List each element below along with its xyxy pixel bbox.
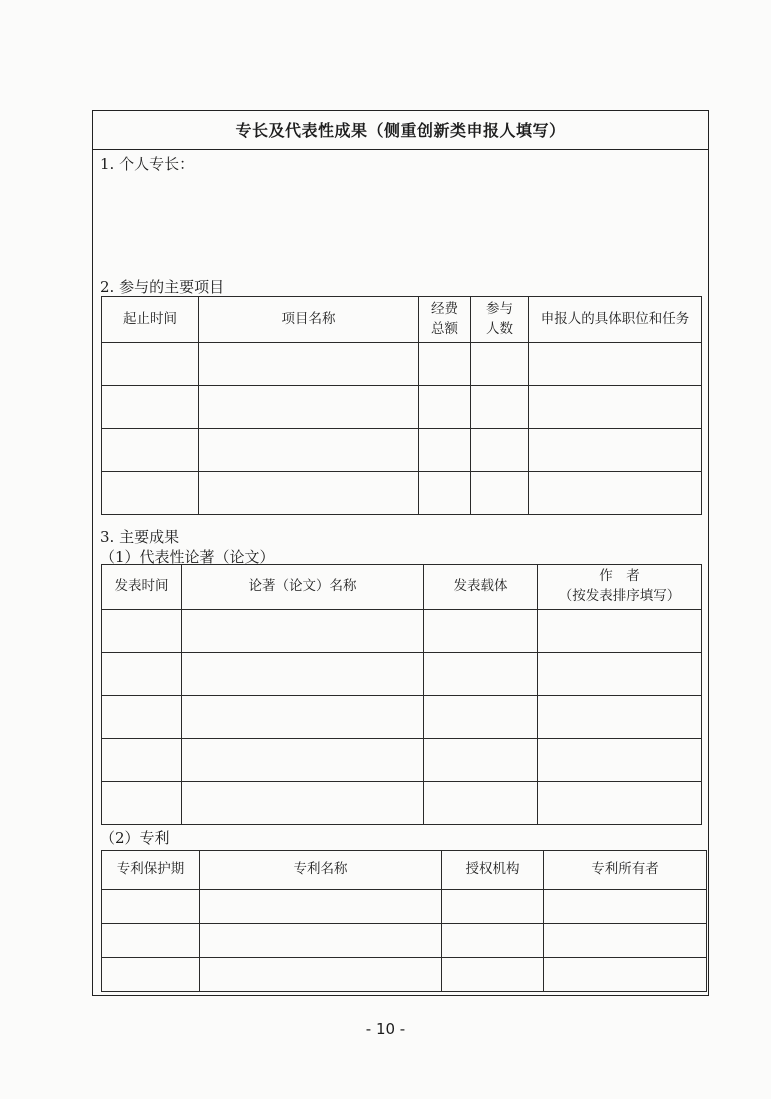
section-personal-expertise-label: 1. 个人专长： [100, 155, 195, 173]
projects-table [101, 296, 702, 515]
subsection-papers-label: （1）代表性论著（论文） [100, 548, 275, 566]
table-cell[interactable] [538, 610, 702, 653]
table-cell[interactable] [102, 739, 182, 782]
col-header-patent-owner: 专利所有者 [544, 851, 707, 890]
page-number: - 10 - [365, 1020, 406, 1038]
section-main-achievements-label: 3. 主要成果 [100, 528, 180, 546]
table-row [102, 739, 702, 782]
col-header-authors [538, 565, 702, 610]
table-cell[interactable] [200, 924, 442, 958]
table-cell[interactable] [529, 429, 702, 472]
table-cell[interactable] [102, 429, 199, 472]
table-cell[interactable] [538, 782, 702, 825]
table-cell[interactable] [200, 958, 442, 992]
table-cell[interactable] [419, 429, 471, 472]
table-cell[interactable] [471, 343, 529, 386]
personal-expertise-field[interactable] [100, 178, 700, 273]
table-cell[interactable] [529, 386, 702, 429]
table-cell[interactable] [471, 429, 529, 472]
papers-table [101, 564, 702, 825]
table-cell[interactable] [102, 472, 199, 515]
col-header-paper-title: 论著（论文）名称 [182, 565, 424, 610]
table-cell[interactable] [102, 343, 199, 386]
table-cell[interactable] [199, 472, 419, 515]
table-cell[interactable] [424, 653, 538, 696]
col-header-period: 起止时间 [102, 297, 199, 343]
projects-header-row [102, 297, 702, 343]
table-cell[interactable] [544, 890, 707, 924]
col-header-patent-name: 专利名称 [200, 851, 442, 890]
table-cell[interactable] [424, 610, 538, 653]
table-cell[interactable] [442, 890, 544, 924]
table-cell[interactable] [442, 924, 544, 958]
col-header-participants-line1: 参与 [486, 300, 513, 317]
table-row [102, 343, 702, 386]
table-cell[interactable] [182, 653, 424, 696]
table-cell[interactable] [102, 696, 182, 739]
table-row [102, 890, 707, 924]
table-cell[interactable] [102, 610, 182, 653]
table-cell[interactable] [200, 890, 442, 924]
form-title: 专长及代表性成果（侧重创新类申报人填写） [92, 110, 709, 150]
table-cell[interactable] [102, 924, 200, 958]
col-header-granting-authority: 授权机构 [442, 851, 544, 890]
table-cell[interactable] [199, 429, 419, 472]
table-cell[interactable] [199, 343, 419, 386]
patents-table [101, 850, 707, 992]
col-header-authors-line2: （按发表排序填写） [558, 588, 681, 604]
table-cell[interactable] [199, 386, 419, 429]
table-cell[interactable] [471, 386, 529, 429]
col-header-publication: 发表载体 [424, 565, 538, 610]
col-header-publish-time: 发表时间 [102, 565, 182, 610]
col-header-funding-line1: 经费 [431, 300, 458, 317]
table-row [102, 924, 707, 958]
table-cell[interactable] [529, 343, 702, 386]
table-cell[interactable] [529, 472, 702, 515]
table-cell[interactable] [102, 958, 200, 992]
table-row [102, 386, 702, 429]
col-header-project-name: 项目名称 [199, 297, 419, 343]
table-cell[interactable] [424, 739, 538, 782]
table-cell[interactable] [538, 696, 702, 739]
table-cell[interactable] [182, 782, 424, 825]
col-header-role-task: 申报人的具体职位和任务 [529, 297, 702, 343]
col-header-funding [419, 297, 471, 343]
table-cell[interactable] [442, 958, 544, 992]
patents-header-row [102, 851, 707, 890]
table-cell[interactable] [102, 386, 199, 429]
table-cell[interactable] [102, 782, 182, 825]
table-row [102, 610, 702, 653]
table-cell[interactable] [538, 739, 702, 782]
table-cell[interactable] [419, 386, 471, 429]
table-cell[interactable] [102, 653, 182, 696]
table-cell[interactable] [544, 958, 707, 992]
table-cell[interactable] [419, 472, 471, 515]
table-row [102, 653, 702, 696]
table-row [102, 782, 702, 825]
table-cell[interactable] [182, 739, 424, 782]
papers-header-row [102, 565, 702, 610]
table-cell[interactable] [424, 782, 538, 825]
table-cell[interactable] [424, 696, 538, 739]
col-header-funding-line2: 总额 [431, 320, 458, 337]
table-cell[interactable] [471, 472, 529, 515]
subsection-patents-label: （2）专利 [100, 829, 170, 847]
table-row [102, 958, 707, 992]
table-cell[interactable] [538, 653, 702, 696]
col-header-authors-line1: 作 者 [599, 568, 640, 585]
table-cell[interactable] [182, 696, 424, 739]
table-row [102, 429, 702, 472]
table-cell[interactable] [102, 890, 200, 924]
table-row [102, 472, 702, 515]
table-cell[interactable] [419, 343, 471, 386]
section-main-projects-label: 2. 参与的主要项目 [100, 278, 225, 296]
table-row [102, 696, 702, 739]
table-cell[interactable] [182, 610, 424, 653]
col-header-participants [471, 297, 529, 343]
table-cell[interactable] [544, 924, 707, 958]
col-header-protection-period: 专利保护期 [102, 851, 200, 890]
col-header-participants-line2: 人数 [486, 320, 513, 337]
